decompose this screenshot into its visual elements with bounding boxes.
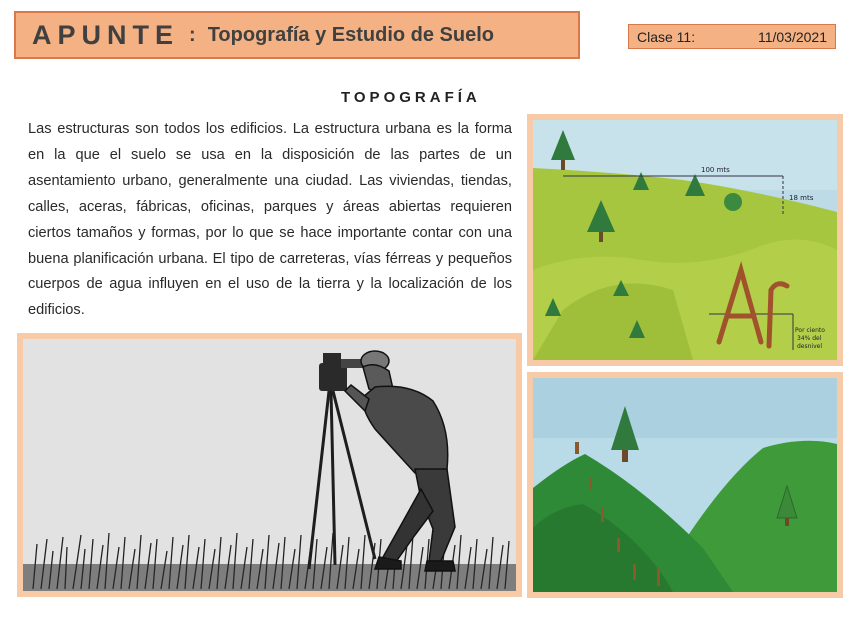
slope-drawing-image — [533, 120, 837, 360]
hills-drawing-frame — [527, 372, 843, 598]
title-main: APUNTE — [32, 19, 180, 50]
vertical-distance-label: 18 mts — [789, 194, 814, 202]
slope-label-line-2: 34% del — [797, 335, 822, 342]
surveyor-sketch-frame — [17, 333, 522, 597]
title-subtitle: Topografía y Estudio de Suelo — [207, 23, 495, 46]
section-paragraph: Las estructuras son todos los edificios. La estructura urbana es la forma en la que el suelo se usa en la disposición de las partes de un asentamiento urbano, generalmente una ciudad. Las viviendas, tiendas, calles, aceras, fábricas, oficinas, parques y áreas abiertas requieren ciertos tamaños y formas, por lo que se hace importante contar con una buena planificación urbana. El tipo de carreteras, vías férreas y pequeños cuerpos de agua influyen en el uso de la tierra y la localización de los edificios. — [28, 121, 512, 319]
title-banner — [14, 11, 580, 59]
section-heading: TOPOGRAFÍA — [341, 89, 481, 106]
slope-drawing-frame — [527, 114, 843, 366]
class-label: Clase 11: — [637, 28, 696, 45]
hills-drawing-image — [533, 378, 837, 592]
title-separator: : — [189, 23, 196, 46]
slope-label-line-1: Por ciento — [795, 327, 825, 334]
slope-label-line-3: desnivel — [797, 343, 823, 350]
surveyor-sketch-image — [23, 339, 516, 591]
class-date: 11/03/2021 — [757, 28, 827, 45]
class-date-box — [628, 24, 836, 49]
horizontal-distance-label: 100 mts — [701, 166, 730, 174]
